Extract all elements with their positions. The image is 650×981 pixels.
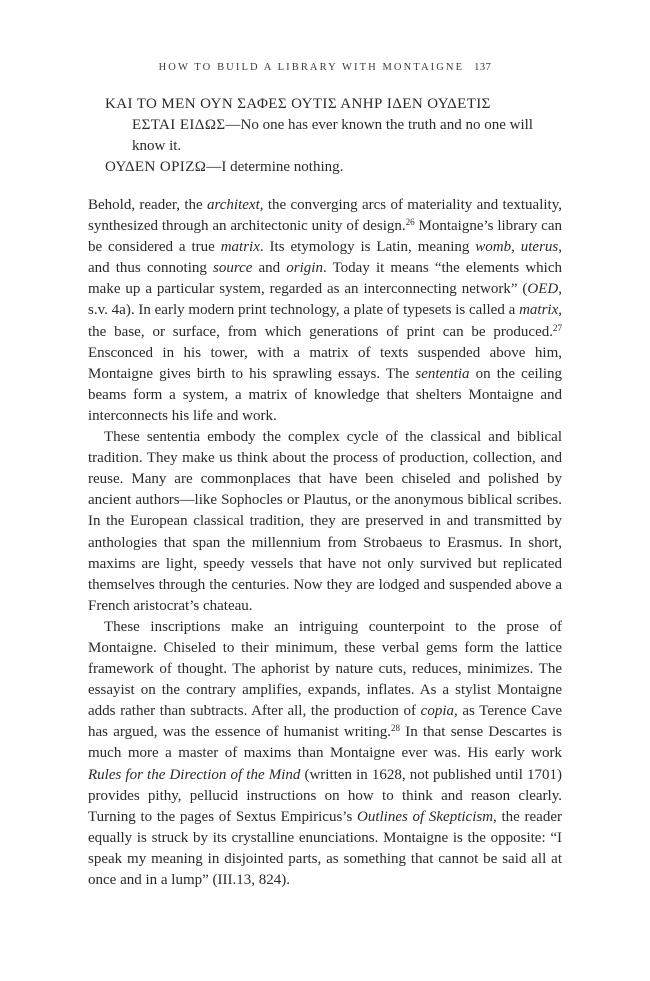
text-run: Ensconced in his tower, with a matrix of texts suspended above him, Montaigne gives birth to his sprawling essays. The [88, 344, 562, 382]
italic-run: womb [475, 239, 512, 256]
text-run: Montaigne’s library can be considered a true [88, 218, 562, 256]
text-run: , and thus connoting [88, 239, 563, 277]
text-run: , the base, or surface, from which generations of print can be produced. [88, 302, 562, 340]
italic-run: matrix [519, 302, 559, 319]
running-head-title: HOW TO BUILD A LIBRARY WITH MONTAIGNE [158, 62, 465, 73]
text-run: and [252, 260, 287, 277]
italic-run: matrix [220, 239, 260, 256]
text-run: , the reader equally is struck by its crystalline enunciations. Montaigne is the opposite: “I speak my meaning in disjointed parts, as something that cannot be said all at once and in a lump” (III.13, 824). [88, 808, 562, 888]
text-run: , as Terence Cave has argued, was the essence of humanist writing. [88, 703, 562, 741]
text-run: , [511, 239, 521, 256]
italic-run: uterus [520, 239, 559, 256]
epigraph-1-continuation [105, 115, 545, 157]
text-run: (written in 1628, not published until 1701) provides pithy, pellucid instructions on how to think and reason clearly. Turning to the pages of Sextus Empiricus’s [88, 766, 562, 825]
epigraph-1-greek-line1: ΚΑΙ ΤΟ ΜΕΝ ΟΥΝ ΣΑΦΕΣ ΟΥΤΙΣ ΑΝΗΡ ΙΔΕΝ ΟΥΔΕΤΙΣ [105, 96, 491, 112]
text-run: . Today it means “the elements which make up a particular system, regarded as an interconnecting network” ( [88, 260, 562, 298]
epigraph-2-greek: ΟΥΔΕΝ ΟΡΙΖΩ [105, 159, 207, 175]
text-run: Behold, reader, the [88, 197, 207, 213]
italic-run: copia [420, 703, 454, 720]
italic-run: OED [527, 281, 559, 298]
text-run: on the ceiling beams form a system, a matrix of knowledge that shelters Montaigne and interconnects his life and work. [88, 365, 562, 424]
italic-run: Rules for the Direction of the Mind [88, 766, 301, 783]
italic-run: Outlines of Skepticism [357, 808, 494, 825]
epigraph-2-translation: —I determine nothing. [206, 159, 344, 175]
paragraph-3 [88, 617, 562, 891]
footnote-ref-28: 28 [391, 723, 400, 734]
text-run: , the converging arcs of materiality and textuality, synthesized through an architectonic unity of design. [88, 197, 562, 235]
page-number: 137 [474, 62, 492, 73]
text-run: . Its etymology is Latin, meaning [259, 239, 476, 256]
text-run: , s.v. 4a). In early modern print technology, a plate of typesets is called a [88, 281, 562, 319]
italic-run: source [212, 260, 253, 277]
paragraph-2: These sententia embody the complex cycle of the classical and biblical tradition. They make us think about the process of production, collection, and reuse. Many are commonplaces that have been chiseled and polished by ancient authors—like Sophocles or Plautus, or the anonymous biblical scribes. In the European classical tradition, they are preserved in and transmitted by anthologies that span the millennium from Strobaeus to Erasmus. In short, maxims are light, speedy vessels that have not only survived but replicated themselves through the centuries. Now they are lodged and suspended above a French aristocrat’s chateau. [88, 429, 562, 614]
italic-run: sententia [415, 365, 470, 382]
epigraph-1 [105, 94, 545, 157]
epigraphs [105, 94, 545, 178]
epigraph-1-translation-a: —No one has ever known the truth and no one will [225, 117, 533, 133]
paragraph-1 [88, 195, 562, 427]
epigraph-1-translation-b: know it. [132, 138, 182, 154]
running-head [0, 62, 650, 73]
footnote-ref-27: 27 [553, 322, 562, 333]
italic-run: origin [286, 260, 323, 277]
text-run: In that sense Descartes is much more a master of maxims than Montaigne ever was. His early work [88, 724, 562, 762]
footnote-ref-26: 26 [405, 217, 415, 228]
italic-run: architext [206, 197, 260, 213]
body-text [88, 195, 562, 891]
epigraph-1-greek-line2: ΕΣΤΑΙ ΕΙΔΩΣ [132, 117, 226, 133]
text-run: These inscriptions make an intriguing counterpoint to the prose of Montaigne. Chiseled to their minimum, these verbal gems form the lattice framework of thought. The aphorist by nature cuts, reduces, minimizes. The essayist on the contrary amplifies, expands, inflates. As a stylist Montaigne adds rather than subtracts. After all, the production of [88, 618, 562, 720]
epigraph-2 [105, 157, 545, 178]
